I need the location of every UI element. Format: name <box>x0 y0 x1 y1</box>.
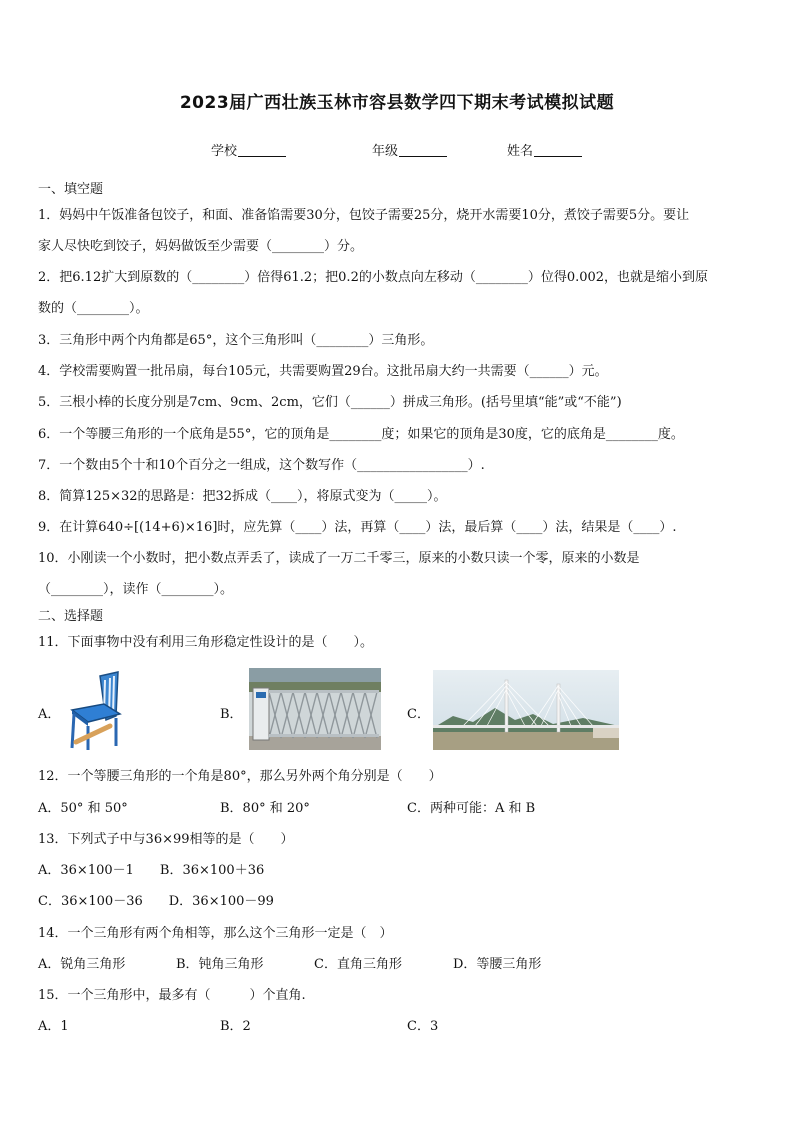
q12-option-a[interactable]: A．50° 和 50° <box>38 801 128 816</box>
name-blank[interactable] <box>534 142 582 157</box>
q15-option-c[interactable]: C．3 <box>407 1019 439 1034</box>
q13-options-row-2[interactable]: C．36×100－36 D．36×100－99 <box>38 894 274 909</box>
grade-label: 年级 <box>372 144 399 159</box>
question-10-line-1: 10．小刚读一个小数时，把小数点弄丢了，读成了一万二千零三，原来的小数只读一个零，原来的小数是 <box>38 551 640 566</box>
q11-option-c-label: C． <box>407 707 430 722</box>
q14-option-d[interactable]: D．等腰三角形 <box>453 957 542 972</box>
school-blank[interactable] <box>238 142 286 157</box>
school-label: 学校 <box>211 144 238 159</box>
question-7: 7．一个数由5个十和10个百分之一组成，这个数写作（_________________）. <box>38 458 485 473</box>
question-4: 4．学校需要购置一批吊扇，每台105元，共需要购置29台。这批吊扇大约一共需要（______）元。 <box>38 364 608 379</box>
school-field <box>211 140 286 159</box>
question-1-line-1: 1．妈妈中午饭准备包饺子，和面、准备馅需要30分，包饺子需要25分，烧开水需要10分，煮饺子需要5分。要让 <box>38 208 690 223</box>
section-choice-heading: 二、选择题 <box>38 609 104 624</box>
page-title: 2023届广西壮族玉林市容县数学四下期末考试模拟试题 <box>179 93 615 113</box>
question-2-line-1: 2．把6.12扩大到原数的（________）倍得61.2；把0.2的小数点向左移动（________）位得0.002，也就是缩小到原 <box>38 270 709 285</box>
q13-options-row-1[interactable]: A．36×100－1 B．36×100＋36 <box>38 863 265 878</box>
cable-stayed-bridge-picture[interactable] <box>433 670 619 750</box>
q14-option-b[interactable]: B．钝角三角形 <box>176 957 264 972</box>
question-15: 15．一个三角形中，最多有（ ）个直角. <box>38 988 306 1003</box>
name-label: 姓名 <box>507 144 534 159</box>
q15-option-a[interactable]: A．1 <box>38 1019 69 1034</box>
q14-option-c[interactable]: C．直角三角形 <box>314 957 402 972</box>
question-6: 6．一个等腰三角形的一个底角是55°，它的顶角是________度；如果它的顶角是30度，它的底角是________度。 <box>38 427 684 442</box>
question-10-line-2: （________），读作（________）。 <box>38 582 234 597</box>
section-fill-blank-heading: 一、填空题 <box>38 182 104 197</box>
question-12: 12．一个等腰三角形的一个角是80°，那么另外两个角分别是（ ） <box>38 769 442 784</box>
q12-option-b[interactable]: B．80° 和 20° <box>220 801 310 816</box>
question-5: 5．三根小棒的长度分别是7cm、9cm、2cm，它们（______）拼成三角形。(括号里填“能”或“不能”) <box>38 395 622 410</box>
name-field <box>507 140 582 159</box>
question-9: 9．在计算640÷[(14+6)×16]时，应先算（____）法，再算（____）法，最后算（____）法，结果是（____）. <box>38 520 677 535</box>
question-2-line-2: 数的（________）。 <box>38 301 149 316</box>
q14-option-a[interactable]: A．锐角三角形 <box>38 957 126 972</box>
grade-blank[interactable] <box>399 142 447 157</box>
grade-field <box>372 140 447 159</box>
q15-option-b[interactable]: B．2 <box>220 1019 251 1034</box>
question-14: 14．一个三角形有两个角相等，那么这个三角形一定是（ ） <box>38 926 393 941</box>
retractable-gate-picture[interactable] <box>249 668 381 750</box>
q11-option-b-label: B． <box>220 707 243 722</box>
chair-picture[interactable] <box>66 670 128 752</box>
question-3: 3．三角形中两个内角都是65°，这个三角形叫（________）三角形。 <box>38 333 434 348</box>
question-1-line-2: 家人尽快吃到饺子，妈妈做饭至少需要（________）分。 <box>38 239 364 254</box>
q12-option-c[interactable]: C．两种可能：A 和 B <box>407 801 536 816</box>
q11-option-a-label: A． <box>38 707 61 722</box>
question-8: 8．简算125×32的思路是：把32拆成（____），将原式变为（_____）。 <box>38 489 447 504</box>
question-13: 13．下列式子中与36×99相等的是（ ） <box>38 832 294 847</box>
question-11: 11．下面事物中没有利用三角形稳定性设计的是（ ）。 <box>38 635 374 650</box>
